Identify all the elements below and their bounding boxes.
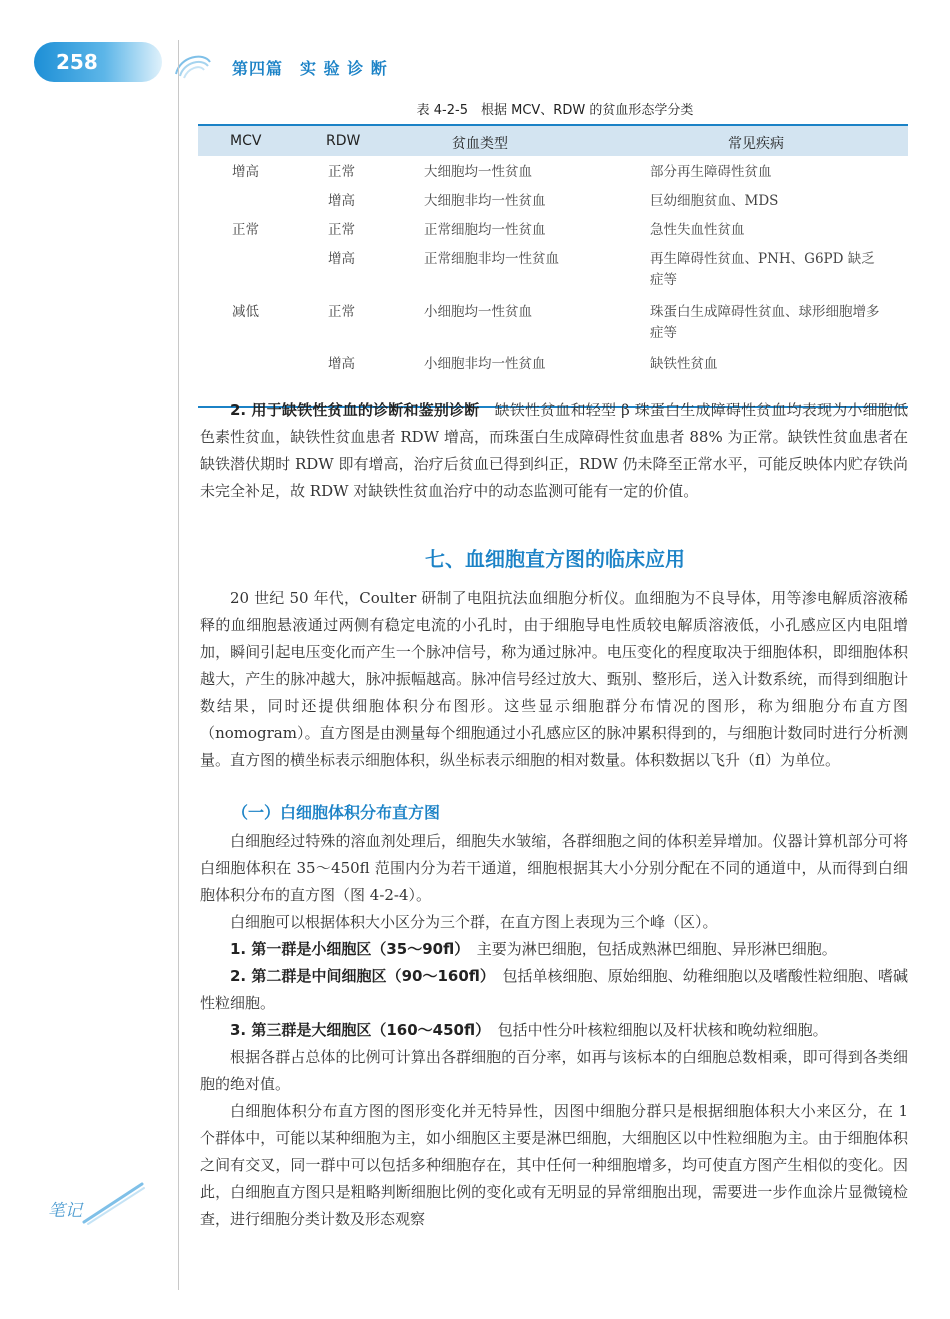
table-cell-rdw: 正常 (328, 164, 355, 180)
table-cell-disease: 部分再生障碍性贫血 (650, 164, 772, 180)
table-cell-type: 正常细胞非均一性贫血 (424, 251, 559, 267)
list-item (200, 1017, 908, 1044)
table-cell-type: 大细胞均一性贫血 (424, 164, 532, 180)
swirl-logo-icon (170, 44, 216, 84)
table-cell-mcv: 增高 (232, 164, 259, 180)
section-title: 七、血细胞直方图的临床应用 (425, 547, 685, 571)
table-cell-rdw: 增高 (328, 356, 355, 372)
paragraph: 根据各群占总体的比例可计算出各群细胞的百分率，如再与该标本的白细胞总数相乘，即可得到各类细胞的绝对值。 (200, 1048, 908, 1093)
column-header: MCV (230, 133, 262, 149)
table-cell-disease: 再生障碍性贫血、PNH、G6PD 缺乏症等 (650, 251, 875, 288)
list-item (200, 963, 908, 1017)
table-cell-type: 小细胞均一性贫血 (424, 304, 532, 320)
paragraph: 白细胞体积分布直方图的图形变化并无特异性，因图中细胞分群只是根据细胞体积大小来区分，在 1 个群体中，可能以某种细胞为主，如小细胞区主要是淋巴细胞，大细胞区以中性粒细胞为主。由于细胞体积之间有交叉，同一群中可以包括多种细胞存在，其中任何一种细胞增多，均可使直方图产生相似的变化。因此，白细胞直方图只是粗略判断细胞比例的变化或有无明显的异常细胞出现，需要进一步作血涂片显微镜检查，进行细胞分类计数及形态观察 (200, 1102, 908, 1228)
table-cell-disease: 巨幼细胞贫血、MDS (650, 193, 779, 209)
column-header: RDW (326, 133, 361, 149)
paragraph (200, 397, 908, 505)
table-cell-rdw: 增高 (328, 193, 355, 209)
table-cell-type: 正常细胞均一性贫血 (424, 222, 546, 238)
table-body (198, 156, 908, 406)
table-cell-mcv: 正常 (232, 222, 259, 238)
list-item-lead: 3. 第三群是大细胞区（160～450fl） (230, 1021, 483, 1039)
table-cell-mcv: 减低 (232, 304, 259, 320)
page-number-badge (34, 42, 162, 82)
table-cell-disease: 珠蛋白生成障碍性贫血、球形细胞增多症等 (650, 304, 880, 341)
column-header: 贫血类型 (452, 136, 508, 152)
paragraph: 白细胞经过特殊的溶血剂处理后，细胞失水皱缩，各群细胞之间的体积差异增加。仪器计算机部分可将白细胞体积在 35～450fl 范围内分为若干通道，细胞根据其大小分别分配在不同的通道中，从而得到白细胞体积分布的直方图（图 4-2-4）。 (200, 832, 908, 904)
notes-label: 笔记 (48, 1201, 82, 1221)
paragraph: 白细胞可以根据体积大小区分为三个群，在直方图上表现为三个峰（区）。 (230, 913, 718, 931)
list-item-lead: 1. 第一群是小细胞区（35～90fl） (230, 940, 462, 958)
table-cell-rdw: 增高 (328, 251, 355, 267)
table-cell-disease: 缺铁性贫血 (650, 356, 718, 372)
subsection-title: （一）白细胞体积分布直方图 (232, 803, 441, 822)
table-cell-type: 小细胞非均一性贫血 (424, 356, 546, 372)
section-header: 第四篇 实 验 诊 断 (232, 59, 388, 78)
list-item-lead: 2. 第二群是中间细胞区（90～160fl） (230, 967, 488, 985)
table-header-row (198, 126, 908, 156)
table-cell-rdw: 正常 (328, 304, 355, 320)
paragraph: 20 世纪 50 年代，Coulter 研制了电阻抗法血细胞分析仪。血细胞为不良导体，用等渗电解质溶液稀释的血细胞悬液通过两侧有稳定电流的小孔时，由于细胞导电性质较电解质溶液低，小孔感应区内电阻增加，瞬间引起电压变化而产生一个脉冲信号，称为通过脉冲。电压变化的程度取决于细胞体积，即细胞体积越大，产生的脉冲越大，脉冲振幅越高。脉冲信号经过放大、甄别、整形后，送入计数系统，而得到细胞计数结果，同时还提供细胞体积分布图形。这些显示细胞群分布情况的图形，称为细胞分布直方图（nomogram）。直方图是由测量每个细胞通过小孔感应区的脉冲累积得到的，与细胞计数同时进行分析测量。直方图的横坐标表示细胞体积，纵坐标表示细胞的相对数量。体积数据以飞升（fl）为单位。 (200, 589, 908, 769)
table-caption: 表 4-2-5 根据 MCV、RDW 的贫血形态学分类 (416, 103, 694, 118)
column-header: 常见疾病 (728, 136, 784, 152)
list-item-text: 包括单核细胞、原始细胞、幼稚细胞以及嗜酸性粒细胞、嗜碱性粒细胞。 (200, 967, 908, 1012)
paragraph-text: 缺铁性贫血和轻型 β 珠蛋白生成障碍性贫血均表现为小细胞低色素性贫血，缺铁性贫血患者 RDW 增高，而珠蛋白生成障碍性贫血患者 88% 为正常。缺铁性贫血患者在缺铁潜伏期时 RDW 即有增高，治疗后贫血已得到纠正，RDW 仍未降至正常水平，可能反映体内贮存铁尚未完全补足，故 RDW 对缺铁性贫血治疗中的动态监测可能有一定的价值。 (200, 401, 908, 500)
list-item (200, 936, 908, 963)
anemia-classification-table (198, 124, 908, 408)
list-item-text: 主要为淋巴细胞，包括成熟淋巴细胞、异形淋巴细胞。 (461, 940, 837, 958)
table-cell-disease: 急性失血性贫血 (650, 222, 745, 238)
page-number: 258 (56, 50, 98, 74)
paragraph-lead: 2. 用于缺铁性贫血的诊断和鉴别诊断 (230, 401, 480, 419)
table-cell-rdw: 正常 (328, 222, 355, 238)
list-item-text: 包括中性分叶核粒细胞以及杆状核和晚幼粒细胞。 (482, 1021, 828, 1039)
margin-rule (178, 40, 179, 1290)
pen-icon (80, 1178, 150, 1228)
table-cell-type: 大细胞非均一性贫血 (424, 193, 546, 209)
